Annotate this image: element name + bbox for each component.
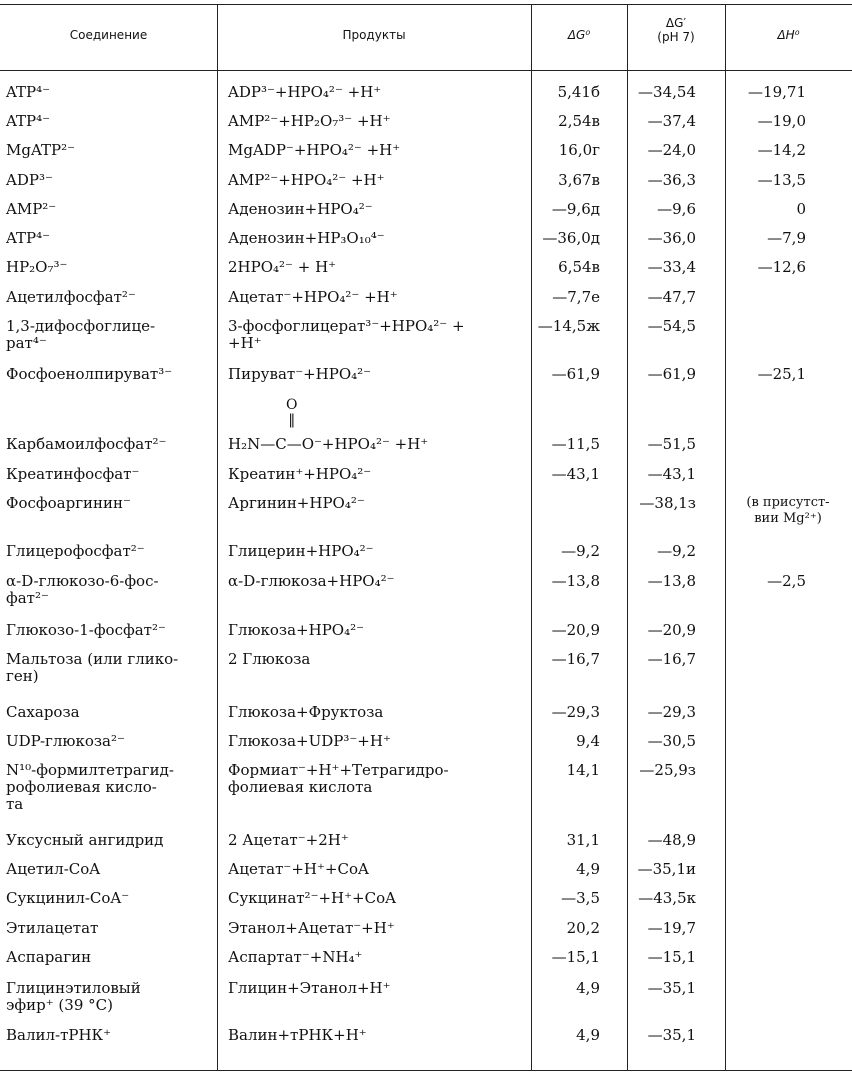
delta-g0-cell: —29,3 (551, 703, 600, 721)
compound-cell: α-D-глюкозо-6-фос- фат²⁻ (6, 572, 159, 607)
compound-cell: Сахароза (6, 703, 80, 721)
products-cell: Аденозин+HPO₄²⁻ (228, 200, 373, 218)
compound-cell: Глицинэтиловый эфир⁺ (39 °C) (6, 979, 141, 1014)
products-cell: Этанол+Ацетат⁻+H⁺ (228, 919, 395, 937)
column-divider (725, 4, 726, 1070)
delta-g-prime-cell: —16,7 (647, 650, 696, 668)
products-cell: Креатин⁺+HPO₄²⁻ (228, 465, 372, 483)
products-cell: Ацетат⁻+H⁺+CoA (228, 860, 369, 878)
compound-cell: N¹⁰-формилтетрагид- рофолиевая кисло- та (6, 761, 174, 813)
products-cell: Глюкоза+Фруктоза (228, 703, 384, 721)
delta-g-prime-cell: —35,1 (647, 1026, 696, 1044)
products-cell: Глюкоза+UDP³⁻+H⁺ (228, 732, 391, 750)
delta-g0-cell: 5,41б (557, 83, 600, 101)
products-cell: 2 Ацетат⁻+2H⁺ (228, 831, 349, 849)
header-delta-g0: ΔG⁰ (567, 28, 591, 42)
delta-g0-cell: 20,2 (566, 919, 600, 937)
delta-g-prime-cell: —43,1 (647, 465, 696, 483)
header-delta-h0: ΔH⁰ (777, 28, 800, 42)
delta-h0-cell: —12,6 (757, 258, 806, 276)
delta-g0-cell: 4,9 (576, 1026, 600, 1044)
delta-g0-cell: —14,5ж (537, 317, 600, 335)
delta-g0-cell: —20,9 (551, 621, 600, 639)
compound-cell: ATP⁴⁻ (6, 112, 51, 130)
delta-g-prime-cell: —24,0 (647, 141, 696, 159)
products-cell: Сукцинат²⁻+H⁺+CoA (228, 889, 396, 907)
delta-g0-cell: —36,0д (542, 229, 600, 247)
compound-cell: Валил-тРНК⁺ (6, 1026, 112, 1044)
delta-g0-cell: 16,0г (558, 141, 600, 159)
delta-g0-cell: 31,1 (566, 831, 600, 849)
compound-cell: Мальтоза (или глико- ген) (6, 650, 179, 685)
delta-g-prime-cell: —37,4 (647, 112, 696, 130)
compound-cell: Ацетил-CoA (6, 860, 101, 878)
compound-cell: ADP³⁻ (6, 171, 53, 189)
products-cell: AMP²⁻+HP₂O₇³⁻ +H⁺ (228, 112, 391, 130)
compound-cell: Фосфоенолпируват³⁻ (6, 365, 173, 383)
header-products: Продукты (342, 28, 406, 42)
products-cell: Глицерин+HPO₄²⁻ (228, 542, 374, 560)
products-cell: ADP³⁻+HPO₄²⁻ +H⁺ (228, 83, 382, 101)
products-cell: Ацетат⁻+HPO₄²⁻ +H⁺ (228, 288, 398, 306)
compound-cell: UDP-глюкоза²⁻ (6, 732, 125, 750)
column-divider (217, 4, 218, 1070)
products-cell: Валин+тРНК+H⁺ (228, 1026, 367, 1044)
products-cell: Аспартат⁻+NH₄⁺ (228, 948, 363, 966)
delta-h0-cell: —19,0 (757, 112, 806, 130)
products-cell: Аденозин+HP₃O₁₀⁴⁻ (228, 229, 385, 247)
delta-g0-cell: —16,7 (551, 650, 600, 668)
delta-g0-cell: —3,5 (561, 889, 600, 907)
column-divider (531, 4, 532, 1070)
delta-g0-cell: 9,4 (576, 732, 600, 750)
delta-g0-cell: —15,1 (551, 948, 600, 966)
compound-cell: Креатинфосфат⁻ (6, 465, 140, 483)
compound-cell: ATP⁴⁻ (6, 83, 51, 101)
delta-g0-cell: 6,54в (558, 258, 600, 276)
delta-g-prime-cell: —47,7 (647, 288, 696, 306)
delta-g-prime-cell: —48,9 (647, 831, 696, 849)
products-cell: 2 Глюкоза (228, 650, 311, 668)
column-divider (627, 4, 628, 1070)
delta-g0-cell: —43,1 (551, 465, 600, 483)
delta-g0-cell: —11,5 (551, 435, 600, 453)
compound-cell: ATP⁴⁻ (6, 229, 51, 247)
carbonyl-oxygen-mark: O ‖ (286, 397, 298, 428)
products-cell: Глицин+Этанол+H⁺ (228, 979, 391, 997)
compound-cell: Карбамоилфосфат²⁻ (6, 435, 167, 453)
delta-h0-cell: (в присутст- вии Mg²⁺) (746, 495, 830, 526)
delta-g-prime-cell: —38,1з (639, 494, 696, 512)
compound-cell: HP₂O₇³⁻ (6, 258, 68, 276)
delta-g0-cell: 4,9 (576, 860, 600, 878)
delta-g-prime-cell: —13,8 (647, 572, 696, 590)
delta-g0-cell: 3,67в (558, 171, 600, 189)
delta-g-prime-cell: —36,3 (647, 171, 696, 189)
compound-cell: Глицерофосфат²⁻ (6, 542, 145, 560)
delta-g-prime-cell: —30,5 (647, 732, 696, 750)
delta-g0-cell: 2,54в (558, 112, 600, 130)
products-cell: Глюкоза+HPO₄²⁻ (228, 621, 365, 639)
delta-h0-cell: —2,5 (767, 572, 806, 590)
products-cell: Аргинин+HPO₄²⁻ (228, 494, 365, 512)
delta-g-prime-cell: —36,0 (647, 229, 696, 247)
delta-g-prime-cell: —9,2 (657, 542, 696, 560)
delta-g-prime-cell: —61,9 (647, 365, 696, 383)
compound-cell: Этилацетат (6, 919, 99, 937)
delta-g-prime-cell: —43,5к (638, 889, 696, 907)
delta-g0-cell: —13,8 (551, 572, 600, 590)
delta-g0-cell: 4,9 (576, 979, 600, 997)
compound-cell: Сукцинил-CoA⁻ (6, 889, 130, 907)
compound-cell: AMP²⁻ (6, 200, 57, 218)
delta-g0-cell: —9,6д (551, 200, 600, 218)
delta-g-prime-cell: —35,1 (647, 979, 696, 997)
products-cell: Пируват⁻+HPO₄²⁻ (228, 365, 372, 383)
delta-h0-cell: —14,2 (757, 141, 806, 159)
delta-g-prime-cell: —9,6 (657, 200, 696, 218)
delta-g-prime-cell: —25,9з (639, 761, 696, 779)
products-cell: AMP²⁻+HPO₄²⁻ +H⁺ (228, 171, 385, 189)
delta-g-prime-cell: —54,5 (647, 317, 696, 335)
compound-cell: Глюкозо-1-фосфат²⁻ (6, 621, 166, 639)
delta-g-prime-cell: —15,1 (647, 948, 696, 966)
delta-g0-cell: —7,7е (552, 288, 600, 306)
delta-g0-cell: —61,9 (551, 365, 600, 383)
delta-g-prime-cell: —33,4 (647, 258, 696, 276)
products-cell: α-D-глюкоза+HPO₄²⁻ (228, 572, 395, 590)
compound-cell: MgATP²⁻ (6, 141, 76, 159)
delta-g-prime-cell: —19,7 (647, 919, 696, 937)
delta-h0-cell: 0 (796, 200, 806, 218)
products-cell: H₂N—C—O⁻+HPO₄²⁻ +H⁺ (228, 435, 429, 453)
products-cell: MgADP⁻+HPO₄²⁻ +H⁺ (228, 141, 401, 159)
delta-g0-cell: —9,2 (561, 542, 600, 560)
header-compound: Соединение (69, 28, 148, 42)
delta-g-prime-cell: —35,1и (637, 860, 696, 878)
products-cell: Формиат⁻+H⁺+Тетрагидро- фолиевая кислота (228, 761, 449, 796)
table-bottom-rule (0, 1070, 852, 1071)
delta-h0-cell: —7,9 (767, 229, 806, 247)
delta-g-prime-cell: —34,54 (638, 83, 696, 101)
header-delta-g-prime: ΔG′ (pH 7) (657, 16, 695, 44)
delta-g-prime-cell: —20,9 (647, 621, 696, 639)
compound-cell: 1,3-дифосфоглице- рат⁴⁻ (6, 317, 156, 352)
delta-h0-cell: —19,71 (748, 83, 806, 101)
delta-g0-cell: 14,1 (566, 761, 600, 779)
delta-g-prime-cell: —29,3 (647, 703, 696, 721)
delta-h0-cell: —25,1 (757, 365, 806, 383)
delta-h0-cell: —13,5 (757, 171, 806, 189)
compound-cell: Фосфоаргинин⁻ (6, 494, 131, 512)
compound-cell: Уксусный ангидрид (6, 831, 164, 849)
products-cell: 2HPO₄²⁻ + H⁺ (228, 258, 337, 276)
compound-cell: Ацетилфосфат²⁻ (6, 288, 136, 306)
delta-g-prime-cell: —51,5 (647, 435, 696, 453)
compound-cell: Аспарагин (6, 948, 92, 966)
products-cell: 3-фосфоглицерат³⁻+HPO₄²⁻ + +H⁺ (228, 317, 465, 352)
